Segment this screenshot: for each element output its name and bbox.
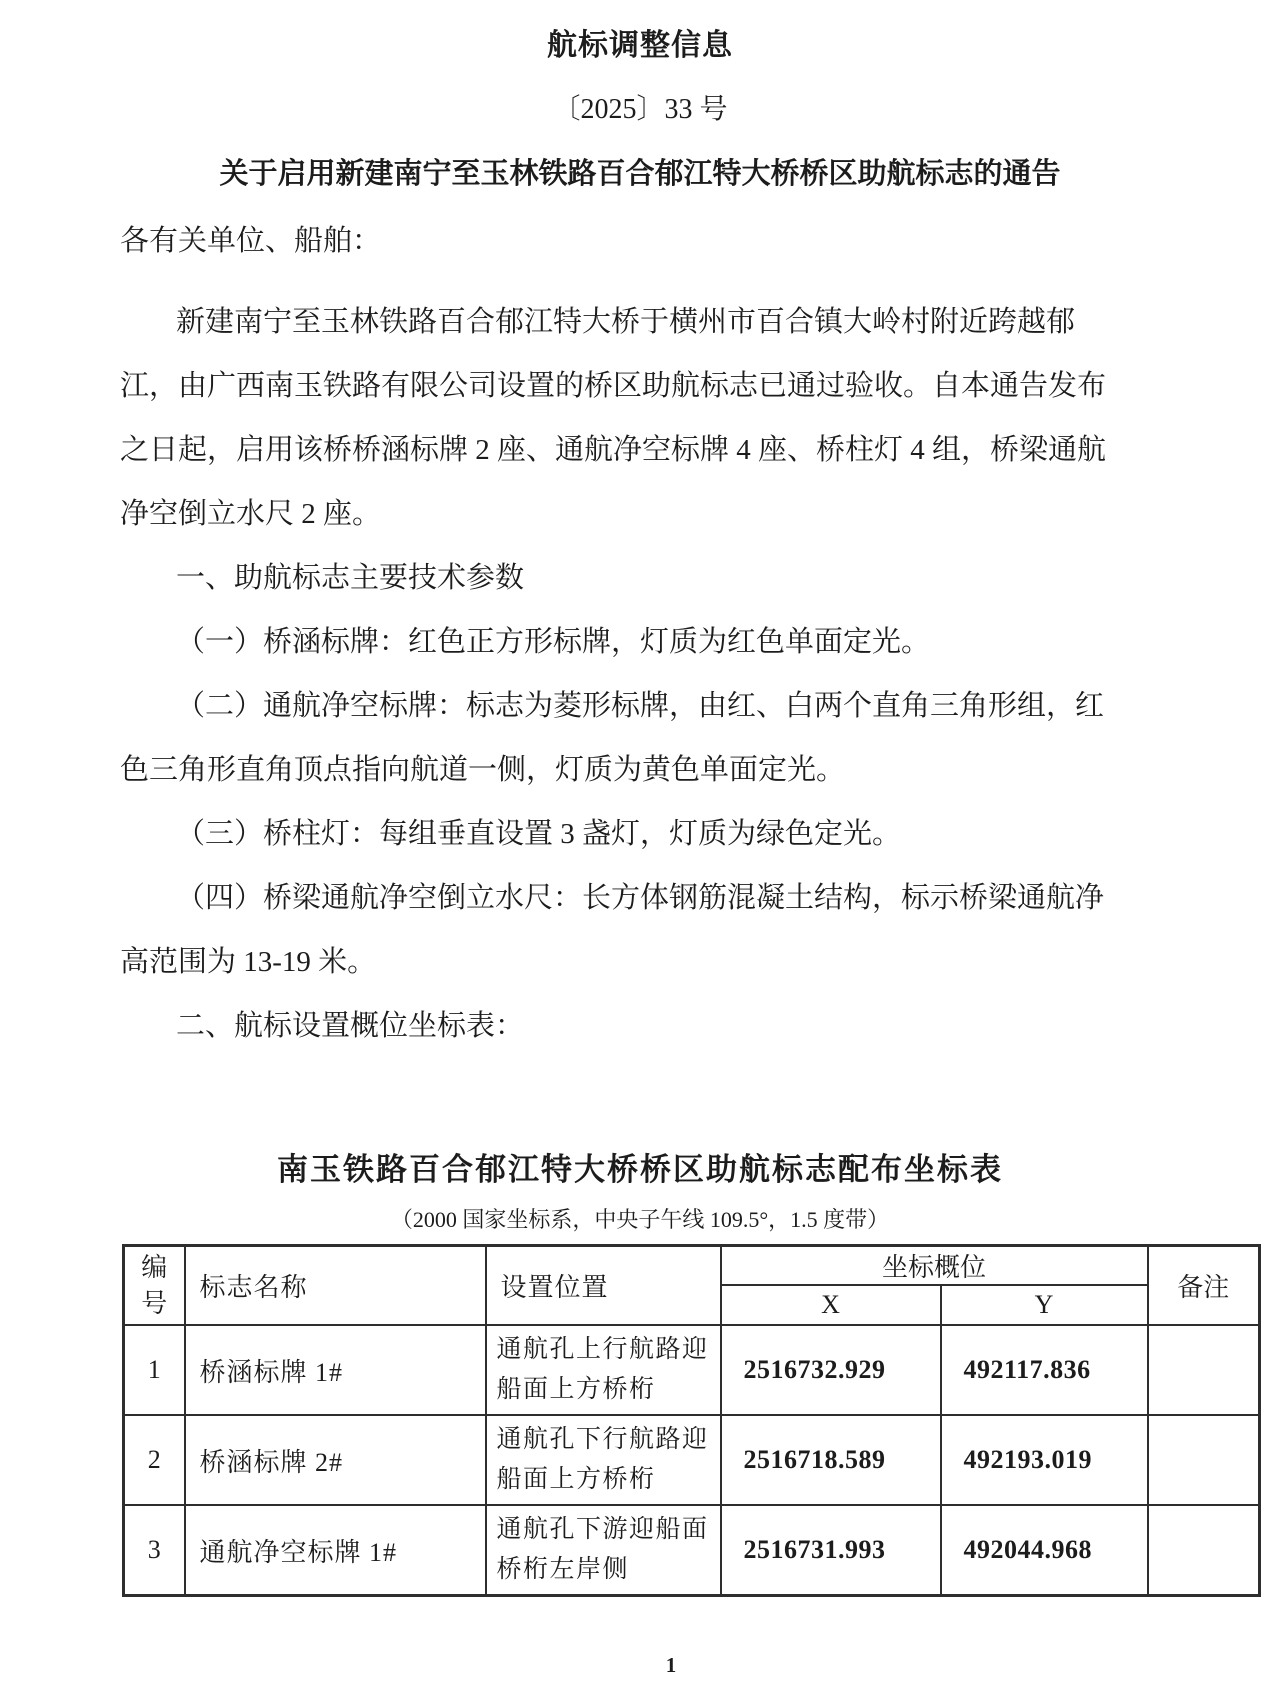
table-header-x: X [721, 1285, 941, 1325]
body-line: 高范围为 13-19 米。 [120, 946, 377, 978]
body-line: 新建南宁至玉林铁路百合郁江特大桥于横州市百合镇大岭村附近跨越郁 [176, 306, 1076, 338]
cell-y: 492044.968 [941, 1505, 1148, 1596]
section-heading: 一、助航标志主要技术参数 [176, 562, 525, 594]
table-header-name: 标志名称 [185, 1246, 486, 1326]
table-header-no-label: 编号 [141, 1252, 168, 1318]
cell-no: 2 [124, 1415, 185, 1505]
cell-x: 2516732.929 [721, 1325, 941, 1415]
cell-name: 桥涵标牌 2# [185, 1415, 486, 1505]
table-header-y: Y [941, 1285, 1148, 1325]
cell-position: 通航孔下游迎船面桥桁左岸侧 [486, 1505, 721, 1596]
body-line: 净空倒立水尺 2 座。 [120, 498, 382, 530]
table-row [124, 1325, 1260, 1415]
body-line: 色三角形直角顶点指向航道一侧，灯质为黄色单面定光。 [120, 754, 846, 786]
body-line: （三）桥柱灯：每组垂直设置 3 盏灯，灯质为绿色定光。 [176, 818, 902, 850]
doc-number: 〔2025〕33 号 [552, 94, 728, 125]
cell-remark [1148, 1415, 1260, 1505]
cell-name: 桥涵标牌 1# [185, 1325, 486, 1415]
page-number: 1 [665, 1653, 677, 1677]
cell-y: 492117.836 [941, 1325, 1148, 1415]
body-line: 之日起，启用该桥桥涵标牌 2 座、通航净空标牌 4 座、桥柱灯 4 组，桥梁通航 [120, 434, 1107, 466]
doc-title: 航标调整信息 [547, 29, 733, 62]
body-line: 江，由广西南玉铁路有限公司设置的桥区助航标志已通过验收。自本通告发布 [120, 370, 1107, 402]
table-header-position: 设置位置 [486, 1246, 721, 1326]
body-line: （四）桥梁通航净空倒立水尺：长方体钢筋混凝土结构，标示桥梁通航净 [176, 882, 1105, 914]
body-line: （一）桥涵标牌：红色正方形标牌，灯质为红色单面定光。 [176, 626, 931, 658]
table-header-remark: 备注 [1148, 1246, 1260, 1326]
cell-position: 通航孔下行航路迎船面上方桥桁 [486, 1415, 721, 1505]
cell-no: 1 [124, 1325, 185, 1415]
section-heading: 二、航标设置概位坐标表： [176, 1010, 525, 1042]
cell-position: 通航孔上行航路迎船面上方桥桁 [486, 1325, 721, 1415]
body-text [120, 290, 1160, 1058]
table-title: 南玉铁路百合郁江特大桥桥区助航标志配布坐标表 [277, 1152, 1003, 1187]
table-header-no [124, 1246, 185, 1326]
table-subtitle: （2000 国家坐标系，中央子午线 109.5°，1.5 度带） [390, 1207, 890, 1232]
document-header [0, 0, 1280, 194]
body-line: （二）通航净空标牌：标志为菱形标牌，由红、白两个直角三角形组，红 [176, 690, 1105, 722]
table-row [124, 1415, 1260, 1505]
document-body [0, 220, 1280, 1681]
notice-title: 关于启用新建南宁至玉林铁路百合郁江特大桥桥区助航标志的通告 [219, 158, 1061, 190]
cell-remark [1148, 1505, 1260, 1596]
coordinates-table [122, 1244, 1261, 1597]
cell-remark [1148, 1325, 1260, 1415]
salutation: 各有关单位、船舶： [120, 225, 382, 257]
cell-x: 2516731.993 [721, 1505, 941, 1596]
table-row [124, 1505, 1260, 1596]
table-header-coord: 坐标概位 [721, 1246, 1148, 1286]
cell-y: 492193.019 [941, 1415, 1148, 1505]
cell-no: 3 [124, 1505, 185, 1596]
cell-x: 2516718.589 [721, 1415, 941, 1505]
cell-name: 通航净空标牌 1# [185, 1505, 486, 1596]
